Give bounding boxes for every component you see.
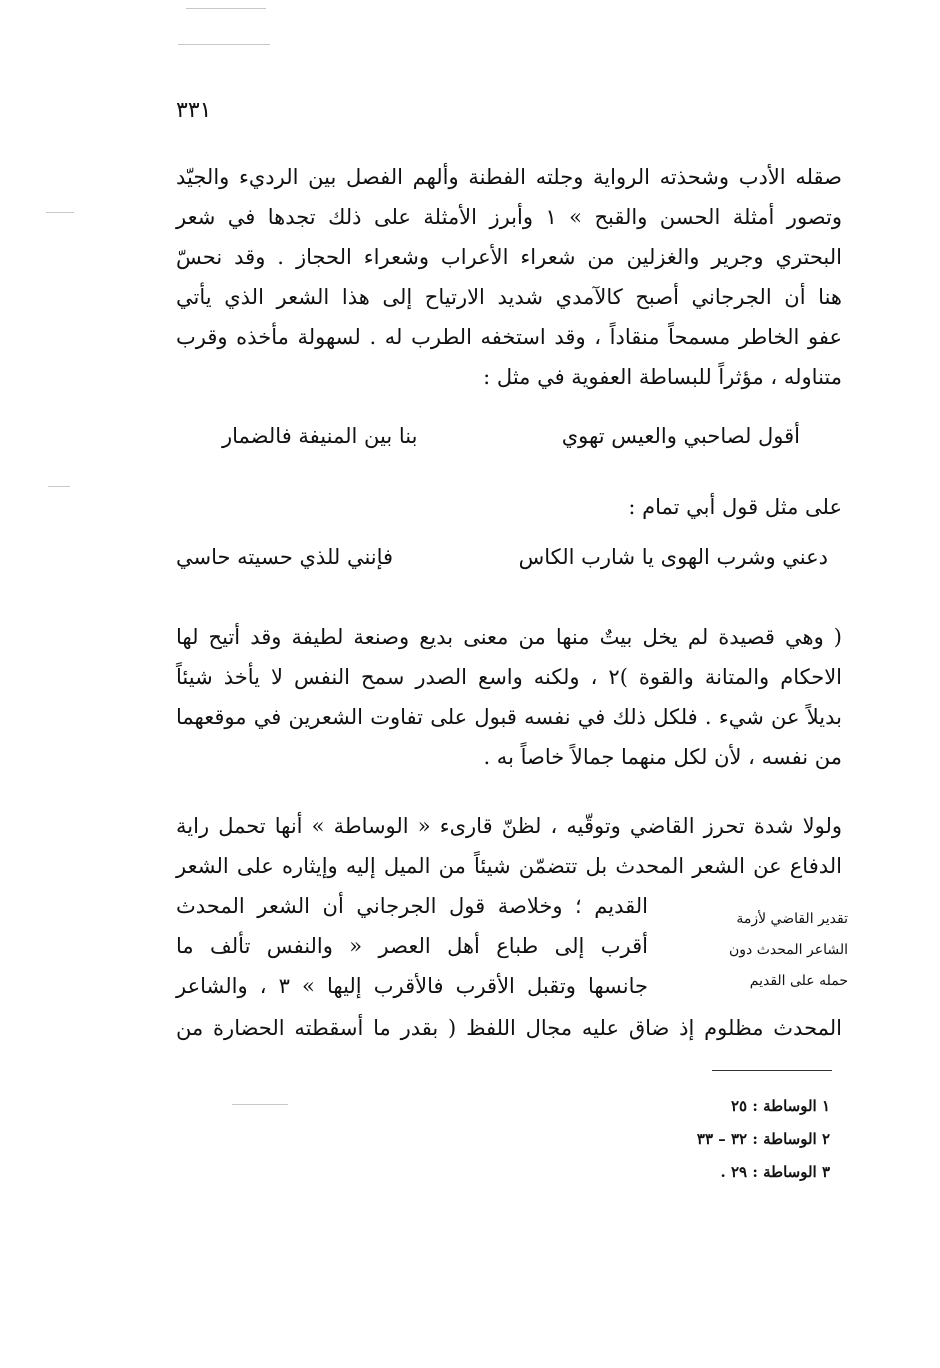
paragraph-narrow xyxy=(176,886,648,1006)
text-line: ( وهي قصيدة لم يخل بيتٌ منها من معنى بديع وصنعة لطيفة وقد أتيح لها xyxy=(176,625,842,649)
verse-first-hemistich: أقول لصاحبي والعيس تهوي xyxy=(561,424,800,448)
text-line: وتصور أمثلة الحسن والقبح » ١ وأبرز الأمثلة على ذلك تجدها في شعر xyxy=(176,205,842,229)
paragraph xyxy=(176,617,842,777)
text-line: القديم ؛ وخلاصة قول الجرجاني أن الشعر المحدث xyxy=(176,894,648,918)
footnote-divider xyxy=(712,1070,832,1071)
page-number: ٣٣١ xyxy=(176,98,212,123)
margin-note-line: حمله على القديم xyxy=(749,973,848,989)
text-line: على مثل قول أبي تمام : xyxy=(628,495,842,519)
text-line: الاحكام والمتانة والقوة )٢ ، ولكنه واسع الصدر سمح النفس لا يأخذ شيئاً xyxy=(176,665,842,689)
paragraph xyxy=(176,157,842,397)
verse-second-hemistich: بنا بين المنيفة فالضمار xyxy=(222,424,418,448)
text-line: البحتري وجرير والغزلين من شعراء الأعراب وشعراء الحجاز . وقد نحسّ xyxy=(176,245,842,269)
footnote: ٣ الوساطة : ٢٩ . xyxy=(720,1163,830,1181)
text-line: الدفاع عن الشعر المحدث بل تتضمّن شيئاً من الميل إليه وإيثاره على الشعر xyxy=(176,854,842,878)
scan-artifact xyxy=(48,486,70,487)
scan-artifact xyxy=(46,212,74,213)
paragraph xyxy=(176,487,842,527)
paragraph xyxy=(176,806,842,886)
text-line: ولولا شدة تحرز القاضي وتوقّيه ، لظنّ قارىء « الوساطة » أنها تحمل راية xyxy=(176,814,842,838)
text-line: جانسها وتقبل الأقرب فالأقرب إليها » ٣ ، والشاعر xyxy=(176,974,648,998)
margin-note xyxy=(690,904,848,997)
scan-artifact xyxy=(178,44,270,45)
verse-second-hemistich: فإنني للذي حسيته حاسي xyxy=(176,545,394,569)
text-line: المحدث مظلوم إذ ضاق عليه مجال اللفظ ( بقدر ما أسقطته الحضارة من xyxy=(176,1016,842,1040)
text-line: من نفسه ، لأن لكل منهما جمالاً خاصاً به . xyxy=(483,745,842,769)
text-line: متناوله ، مؤثراً للبساطة العفوية في مثل : xyxy=(483,365,842,389)
paragraph xyxy=(176,1008,842,1048)
verse-first-hemistich: دعني وشرب الهوى يا شارب الكاس xyxy=(518,545,828,569)
scan-artifact xyxy=(232,1104,288,1105)
text-line: هنا أن الجرجاني أصبح كالآمدي شديد الارتياح إلى هذا الشعر الذي يأتي xyxy=(176,285,842,309)
footnote: ١ الوساطة : ٢٥ xyxy=(731,1097,830,1115)
margin-note-line: تقدير القاضي لأزمة xyxy=(736,911,848,927)
text-line: صقله الأدب وشحذته الرواية وجلته الفطنة وألهم الفصل بين الرديء والجيّد xyxy=(176,165,842,189)
footnote: ٢ الوساطة : ٣٢ – ٣٣ xyxy=(696,1130,830,1148)
text-line: أقرب إلى طباع أهل العصر « والنفس تألف ما xyxy=(176,934,648,958)
scan-artifact xyxy=(186,8,266,9)
text-line: بديلاً عن شيء . فلكل ذلك في نفسه قبول على تفاوت الشعرين في موقعهما xyxy=(176,705,842,729)
verse xyxy=(176,545,828,569)
verse xyxy=(222,424,800,448)
text-line: عفو الخاطر مسمحاً منقاداً ، وقد استخفه الطرب له . لسهولة مأخذه وقرب xyxy=(176,325,842,349)
margin-note-line: الشاعر المحدث دون xyxy=(729,942,848,958)
footnotes xyxy=(580,1090,830,1189)
